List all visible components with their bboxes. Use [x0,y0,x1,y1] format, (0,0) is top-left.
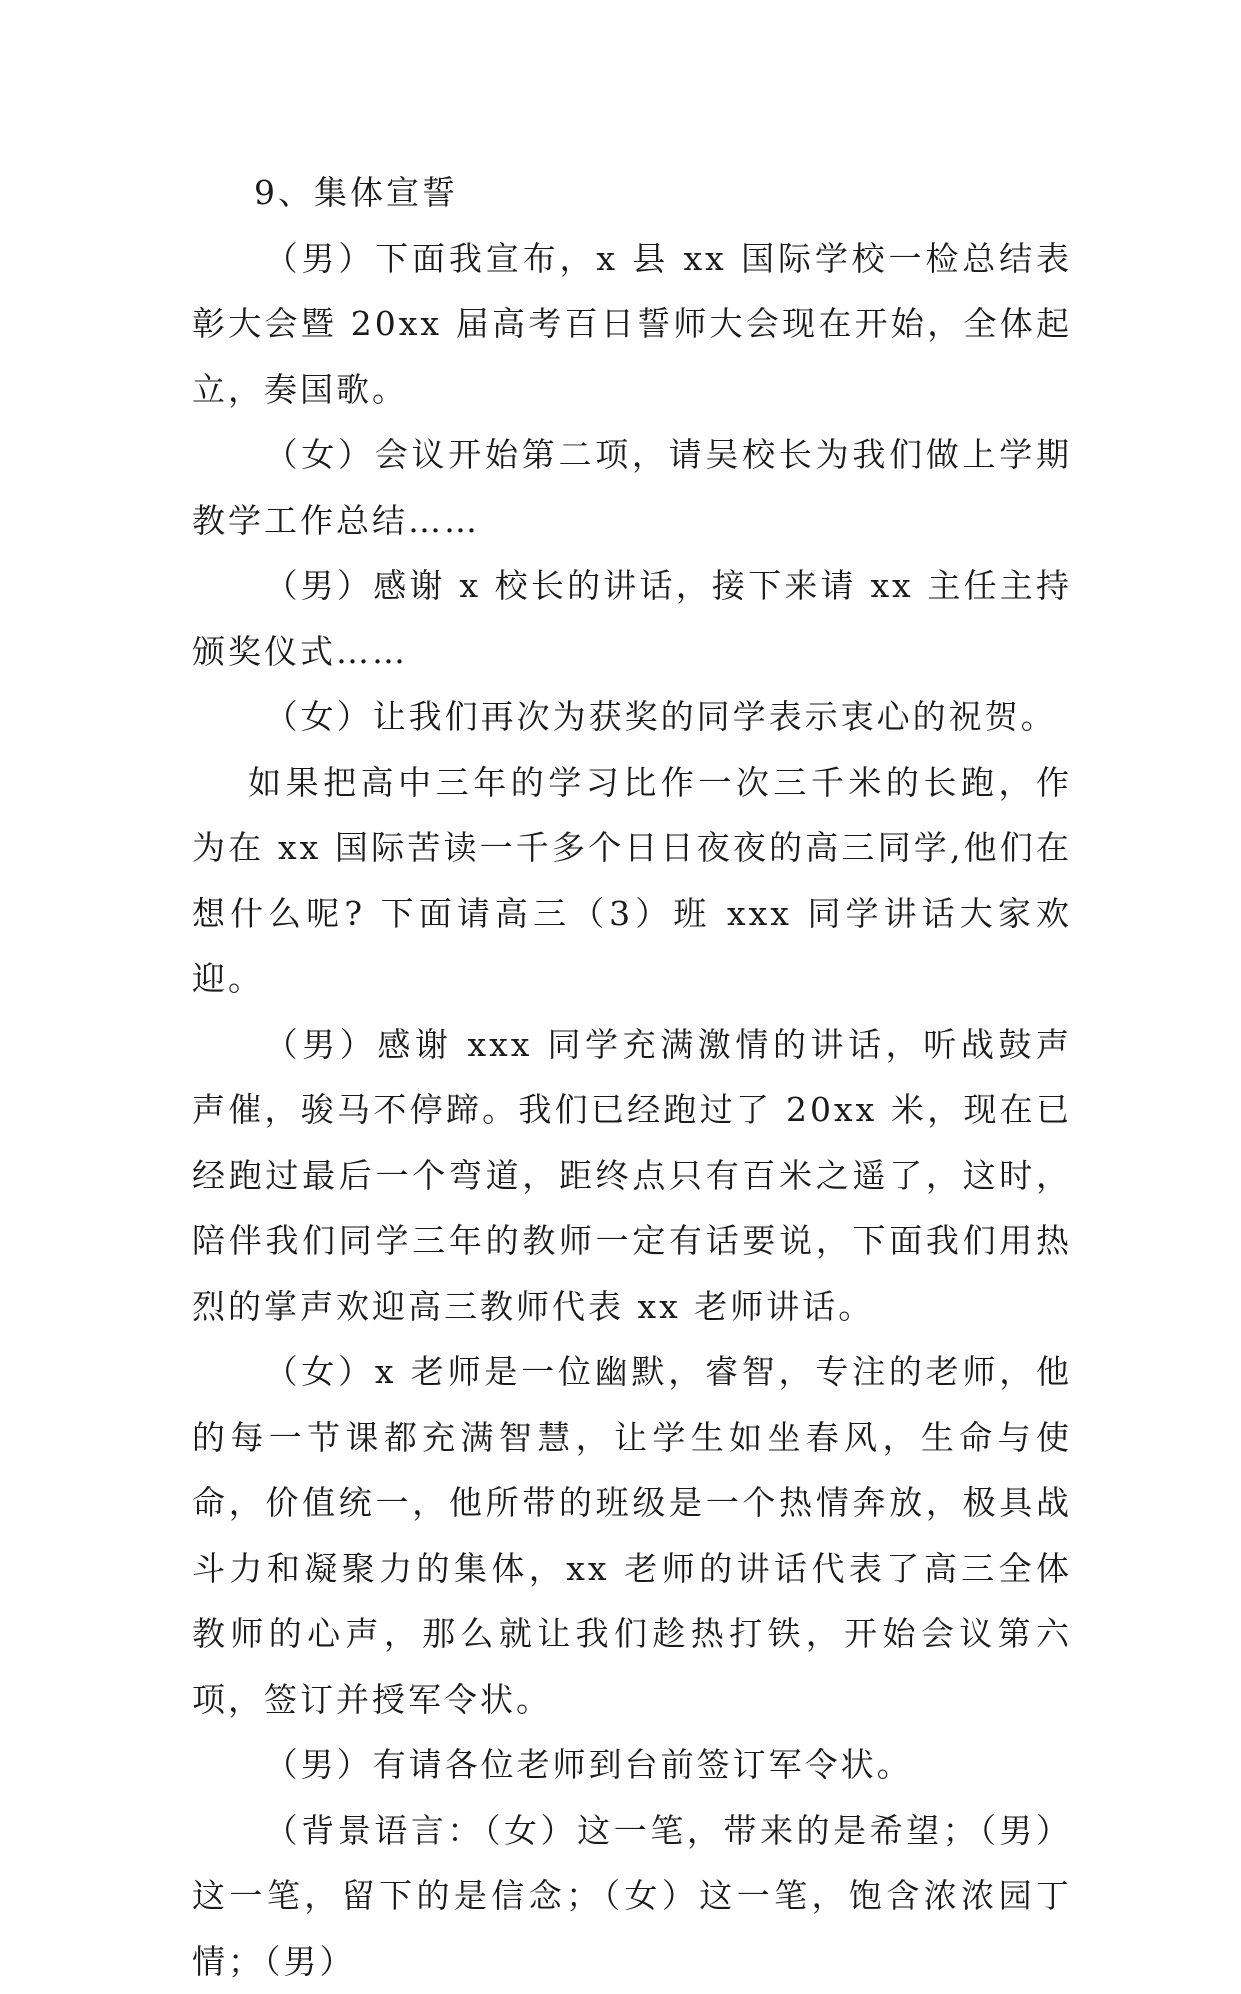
paragraph: （背景语言：（女）这一笔，带来的是希望；（男）这一笔，留下的是信念；（女）这一笔，饱含浓浓园丁情；（男） [192,1798,1072,1994]
paragraph: 如果把高中三年的学习比作一次三千米的长跑，作为在 xx 国际苦读一千多个日日夜夜的高三同学,他们在想什么呢? 下面请高三（3）班 xxx 同学讲话大家欢迎。 [192,750,1072,1012]
paragraph: （女）会议开始第二项，请吴校长为我们做上学期教学工作总结…… [192,422,1072,553]
paragraph: （女）让我们再次为获奖的同学表示衷心的祝贺。 [192,684,1072,750]
paragraph: （女）x 老师是一位幽默，睿智，专注的老师，他的每一节课都充满智慧，让学生如坐春风，生命与使命，价值统一，他所带的班级是一个热情奔放，极具战斗力和凝聚力的集体，xx 老师的讲话代表了高三全体教师的心声，那么就让我们趁热打铁，开始会议第六项，签订并授军令状。 [192,1339,1072,1732]
paragraph: （男）下面我宣布，x 县 xx 国际学校一检总结表彰大会暨 20xx 届高考百日誓师大会现在开始，全体起立，奏国歌。 [192,226,1072,423]
paragraph: （男）感谢 x 校长的讲话，接下来请 xx 主任主持颁奖仪式…… [192,553,1072,684]
paragraph: （男）感谢 xxx 同学充满激情的讲话，听战鼓声声催，骏马不停蹄。我们已经跑过了 20xx 米，现在已经跑过最后一个弯道，距终点只有百米之遥了，这时，陪伴我们同学三年的教师一定有话要说，下面我们用热烈的掌声欢迎高三教师代表 xx 老师讲话。 [192,1012,1072,1340]
document-body [192,160,1072,1994]
paragraph: （男）有请各位老师到台前签订军令状。 [192,1732,1072,1798]
section-heading: 9、集体宣誓 [192,160,1072,226]
